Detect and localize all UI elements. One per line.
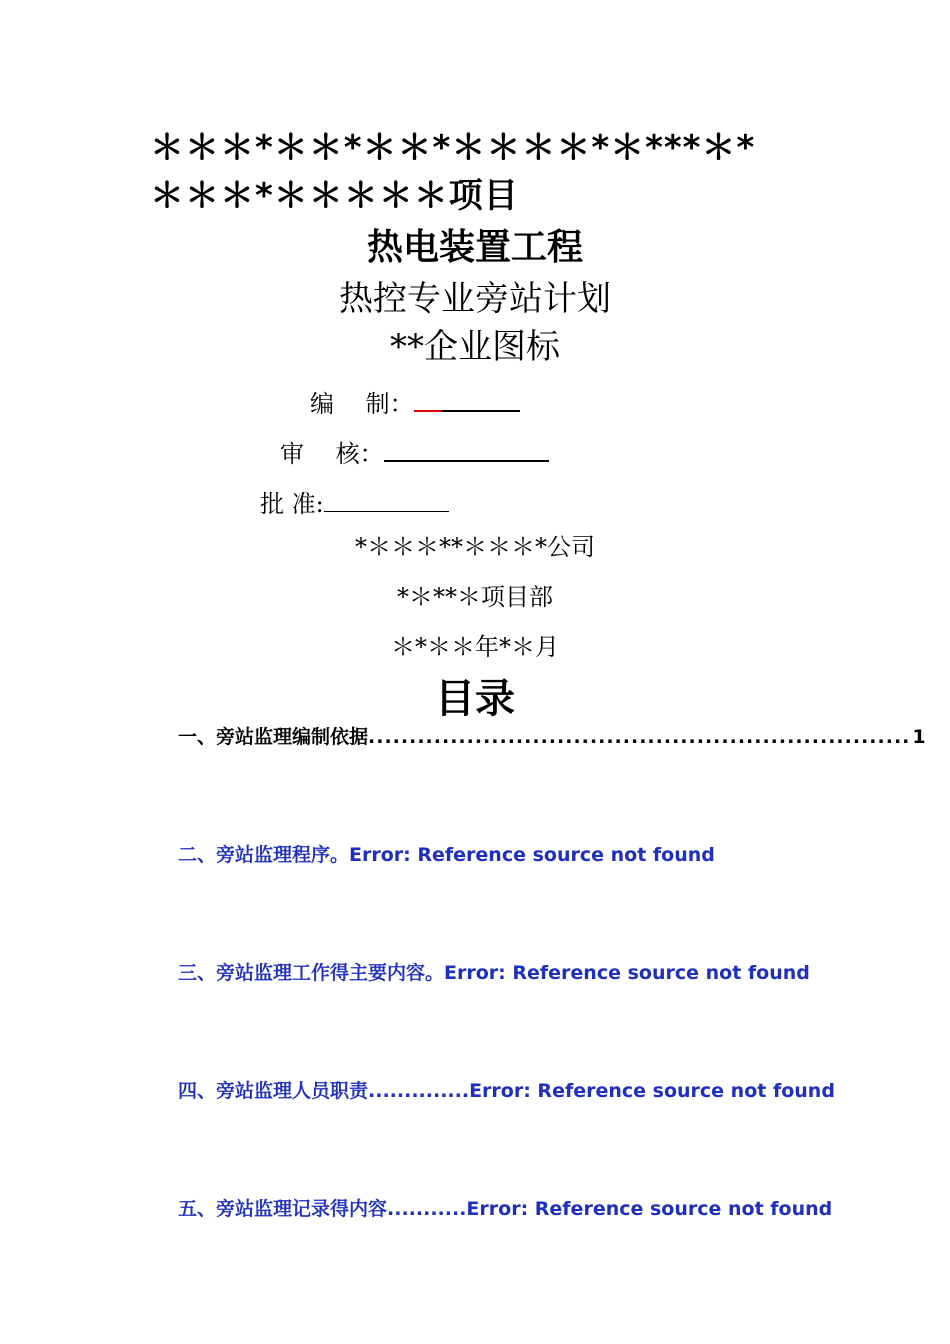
toc-item-3-leader: 。 — [425, 962, 445, 984]
toc-item-2-leader: 。 — [330, 844, 350, 866]
company-name: *＊＊＊**＊＊＊*公司 — [355, 533, 595, 561]
toc-item-3[interactable] — [178, 958, 808, 985]
toc-item-4[interactable] — [178, 1076, 835, 1103]
document-date: ＊*＊＊年*＊月 — [391, 633, 559, 661]
toc-item-3-ref: Error: Reference source not found — [444, 962, 810, 984]
approve-label: 批 准: — [260, 490, 324, 518]
toc-item-5-leader: ........... — [387, 1198, 467, 1220]
project-subtitle: 热电装置工程 — [366, 227, 583, 268]
approve-signature-line[interactable] — [324, 489, 449, 512]
toc-item-3-label: 三、旁站监理工作得主要内容 — [178, 962, 426, 984]
toc-item-1-leader: .................................................................. — [368, 726, 911, 748]
toc-item-1-label: 一、旁站监理编制依据 — [178, 726, 369, 748]
compile-red-underline — [414, 388, 442, 412]
review-row — [280, 434, 549, 469]
toc-title: 目录 — [435, 676, 515, 722]
compile-signature-line[interactable] — [442, 388, 520, 412]
toc-item-1-page: 1 — [912, 726, 926, 748]
compile-label: 编 制： — [310, 390, 414, 418]
plan-title: 热控专业旁站计划 — [339, 279, 611, 319]
toc-item-5-ref: Error: Reference source not found — [466, 1198, 833, 1220]
toc-item-4-leader: .............. — [368, 1080, 470, 1102]
project-title-line-1: ＊＊＊*＊＊*＊＊*＊＊＊＊*＊***＊* — [150, 128, 756, 168]
toc-item-4-label: 四、旁站监理人员职责 — [178, 1080, 369, 1102]
toc-item-4-ref: Error: Reference source not found — [469, 1080, 835, 1102]
review-label: 审 核： — [280, 440, 384, 468]
toc-item-2-label: 二、旁站监理程序 — [178, 844, 331, 866]
review-signature-line[interactable] — [384, 438, 549, 462]
approve-row — [260, 484, 449, 519]
toc-item-2[interactable] — [178, 840, 808, 867]
toc-item-5-label: 五、旁站监理记录得内容 — [178, 1198, 388, 1220]
toc-item-1[interactable] — [178, 722, 926, 749]
company-logo-text: **企业图标 — [390, 327, 560, 367]
project-dept: *＊**＊项目部 — [397, 583, 553, 611]
toc-item-2-ref: Error: Reference source not found — [349, 844, 715, 866]
project-title-line-2: ＊＊＊*＊＊＊＊＊项目 — [150, 176, 519, 216]
toc-item-5[interactable] — [178, 1194, 833, 1221]
compile-row — [310, 384, 520, 419]
